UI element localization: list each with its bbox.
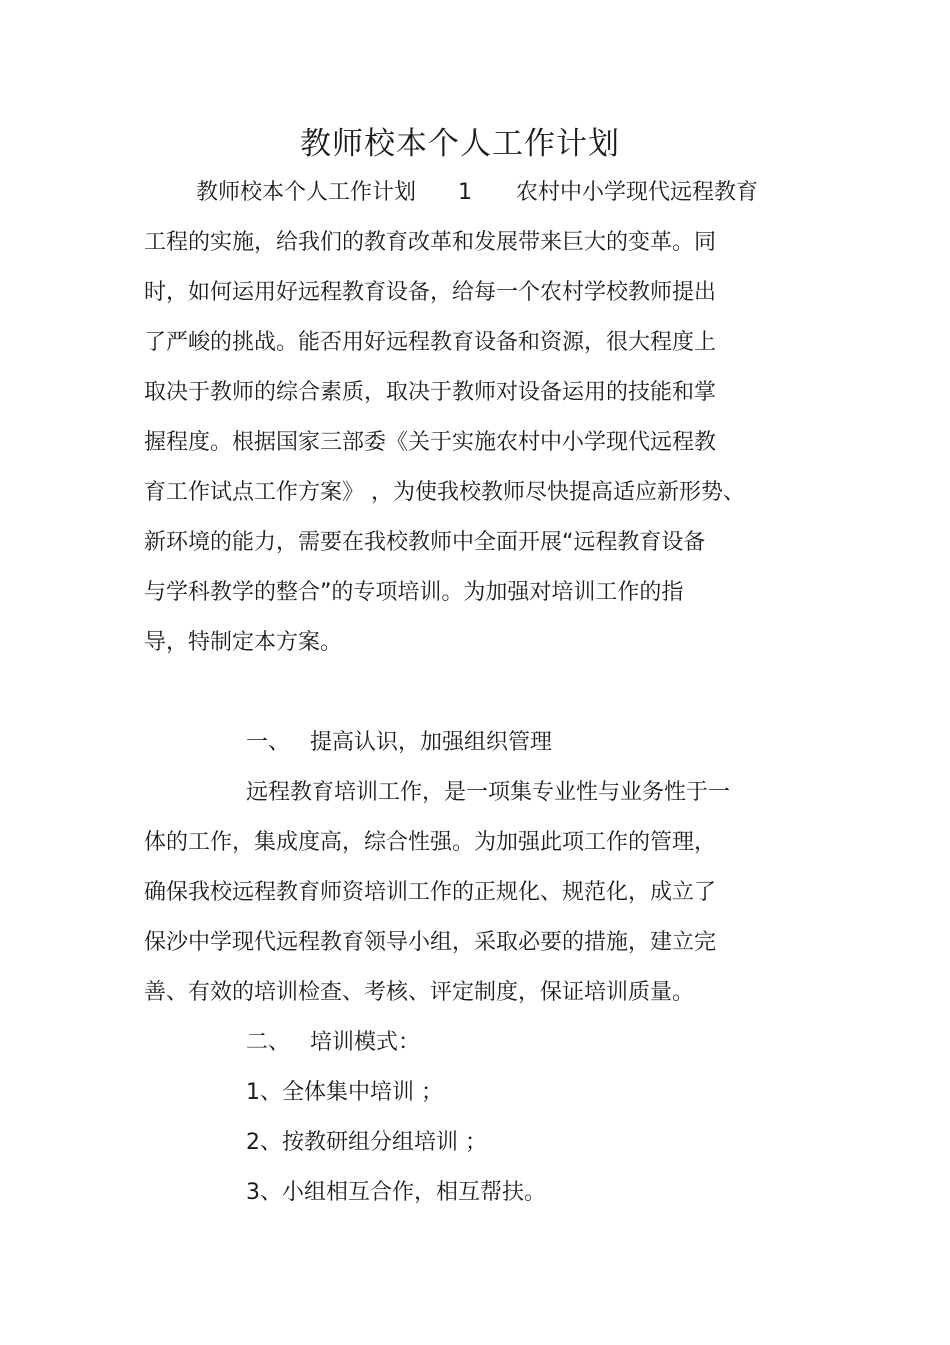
intro-line: 时，如何运用好远程教育设备，给每一个农村学校教师提出 <box>144 280 717 305</box>
section1-line: 确保我校远程教育师资培训工作的正规化、规范化，成立了 <box>144 880 717 905</box>
section2-heading-line <box>246 1028 420 1058</box>
intro-lead-title: 教师校本个人工作计划 <box>196 180 417 205</box>
document-title: 教师校本个人工作计划 <box>300 126 620 162</box>
intro-lead-number: 1 <box>458 180 473 205</box>
intro-line: 了严峻的挑战。能否用好远程教育设备和资源，很大程度上 <box>144 330 717 355</box>
section1-number: 一、 <box>246 730 291 755</box>
intro-line: 与学科教学的整合”的专项培训。为加强对培训工作的指 <box>144 580 684 605</box>
intro-line: 育工作试点工作方案》 ，为使我校教师尽快提高适应新形势、 <box>144 480 745 505</box>
section2-list-item: 1、全体集中培训 ； <box>246 1080 443 1105</box>
intro-line: 新环境的能力，需要在我校教师中全面开展“远程教育设备 <box>144 530 706 555</box>
intro-line: 工程的实施，给我们的教育改革和发展带来巨大的变革。同 <box>144 230 717 255</box>
intro-line: 握程度。根据国家三部委《关于实施农村中小学现代远程教 <box>144 430 717 455</box>
section1-heading: 提高认识，加强组织管理 <box>310 730 553 755</box>
section2-list-item: 3、小组相互合作，相互帮扶。 <box>246 1180 546 1205</box>
intro-first-line <box>196 178 758 208</box>
section1-line: 保沙中学现代远程教育领导小组，采取必要的措施，建立完 <box>144 930 717 955</box>
intro-line: 导，特制定本方案。 <box>144 630 343 655</box>
section1-line: 体的工作，集成度高，综合性强。为加强此项工作的管理， <box>144 830 717 855</box>
section1-heading-line <box>246 728 552 758</box>
section2-number: 二、 <box>246 1030 291 1055</box>
intro-line: 取决于教师的综合素质，取决于教师对设备运用的技能和掌 <box>144 380 717 405</box>
intro-lead-text: 农村中小学现代远程教育 <box>516 180 759 205</box>
section2-heading: 培训模式： <box>310 1030 421 1055</box>
section1-line: 善、有效的培训检查、考核、评定制度，保证培训质量。 <box>144 980 695 1005</box>
section1-first-line: 远程教育培训工作，是一项集专业性与业务性于一 <box>246 780 731 805</box>
section2-list-item: 2、按教研组分组培训 ； <box>246 1130 487 1155</box>
